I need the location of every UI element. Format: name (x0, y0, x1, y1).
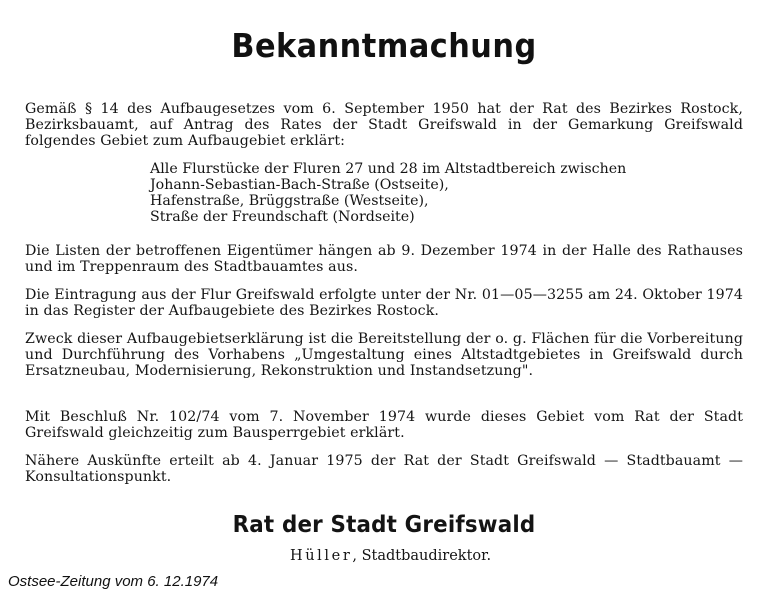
notice-title: Bekanntmachung (231, 26, 537, 65)
issuing-authority: Rat der Stadt Greifswald (232, 512, 536, 538)
area-list (150, 161, 626, 225)
notice-paragraph-purpose: Zweck dieser Aufbaugebietserklärung ist die Bereitstellung der o. g. Flächen für die Vorbereitung und Durchführung des Vorhabens „Umgestaltung eines Altstadtgebietes in Greifswald durch Ersatzneubau, Modernisierung, Rekonstruktion und Instandsetzung". (25, 331, 743, 379)
source-caption: Ostsee-Zeitung vom 6. 12.1974 (8, 573, 219, 590)
signer-line (290, 548, 491, 564)
notice-paragraph-resolution: Mit Beschluß Nr. 102/74 vom 7. November 1974 wurde dieses Gebiet vom Rat der Stadt Greifswald gleichzeitig zum Bausperrgebiet erklärt. (25, 409, 743, 441)
area-list-item: Hafenstraße, Brüggstraße (Westseite), (150, 193, 429, 209)
notice-paragraph-registration: Die Eintragung aus der Flur Greifswald erfolgte unter der Nr. 01—05—3255 am 24. Oktober 1974 in das Register der Aufbaugebiete des Bezirkes Rostock. (25, 287, 743, 319)
signer-title: , Stadtbaudirektor. (352, 548, 492, 564)
area-list-item: Johann-Sebastian-Bach-Straße (Ostseite), (150, 177, 449, 193)
area-list-item: Straße der Freundschaft (Nordseite) (150, 209, 415, 225)
signer-name: Hüller (290, 548, 353, 564)
area-list-item: Alle Flurstücke der Fluren 27 und 28 im Altstadtbereich zwischen (150, 161, 627, 177)
notice-paragraph-legal-basis: Gemäß § 14 des Aufbaugesetzes vom 6. September 1950 hat der Rat des Bezirkes Rostock, Bezirksbauamt, auf Antrag des Rates der Stadt Greifswald in der Gemarkung Greifswald folgendes Gebiet zum Aufbaugebiet erklärt: (25, 101, 743, 149)
notice-paragraph-information: Nähere Auskünfte erteilt ab 4. Januar 1975 der Rat der Stadt Greifswald — Stadtbauamt — Konsultationspunkt. (25, 453, 743, 485)
notice-paragraph-owner-lists: Die Listen der betroffenen Eigentümer hängen ab 9. Dezember 1974 in der Halle des Rathauses und im Treppenraum des Stadtbauamtes aus. (25, 243, 743, 275)
